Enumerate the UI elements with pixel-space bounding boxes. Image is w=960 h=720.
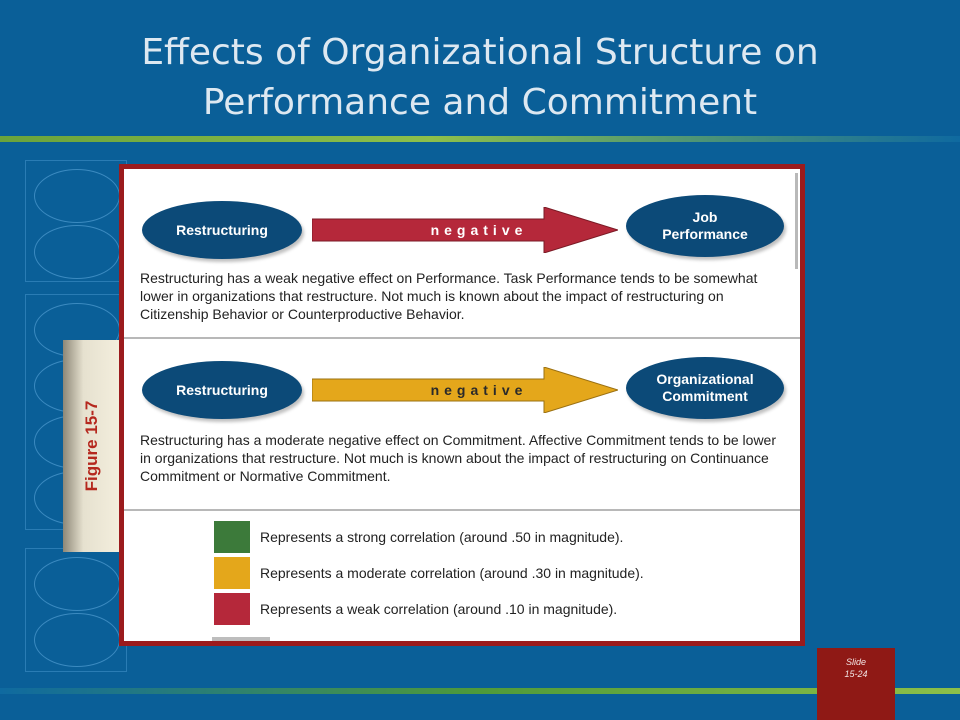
figure-label: Figure 15-7 bbox=[82, 400, 101, 492]
target-node bbox=[626, 195, 784, 257]
target-label-line-2: Commitment bbox=[662, 388, 748, 404]
slide-number-badge bbox=[817, 648, 895, 720]
relation-arrow bbox=[312, 367, 618, 413]
slide-number: 15-24 bbox=[844, 669, 868, 679]
source-node bbox=[142, 201, 302, 259]
title-line-2: Performance and Commitment bbox=[202, 82, 758, 123]
source-label: Restructuring bbox=[176, 221, 268, 238]
figure-frame bbox=[119, 164, 805, 646]
legend-label: Represents a weak correlation (around .10 in magnitude). bbox=[260, 601, 618, 617]
figure-tab bbox=[63, 340, 121, 552]
target-label-line-1: Job bbox=[692, 209, 718, 225]
footer-divider bbox=[0, 688, 960, 694]
panel-performance bbox=[124, 169, 800, 339]
relation-label: negative bbox=[430, 382, 528, 398]
target-label-line-2: Performance bbox=[662, 226, 748, 242]
figure-content bbox=[124, 169, 800, 641]
title-divider bbox=[0, 136, 960, 142]
panel-description: Restructuring has a moderate negative effect on Commitment. Affective Commitment tends to be lower in organizations that restructure. Not much is known about the impact of restructuring on Continuance Commitment or Normative Commitment. bbox=[140, 432, 777, 484]
slide-label: Slide bbox=[845, 657, 866, 667]
legend-swatch bbox=[214, 557, 250, 589]
legend-swatch bbox=[214, 593, 250, 625]
title-line-1: Effects of Organizational Structure on bbox=[141, 32, 819, 73]
relation-arrow bbox=[312, 207, 618, 253]
decorative-oval bbox=[34, 613, 120, 667]
relation-label: negative bbox=[430, 222, 528, 238]
decorative-oval bbox=[34, 225, 120, 279]
target-node bbox=[626, 357, 784, 419]
panel-description: Restructuring has a weak negative effect on Performance. Task Performance tends to be somewhat lower in organizations that restructure. Not much is known about the impact of restructuring on Citizenship Behavior or Counterproductive Behavior. bbox=[140, 270, 758, 322]
legend-divider bbox=[212, 637, 270, 641]
decorative-oval bbox=[34, 557, 120, 611]
legend-label: Represents a strong correlation (around .50 in magnitude). bbox=[260, 529, 624, 545]
legend-label: Represents a moderate correlation (around .30 in magnitude). bbox=[260, 565, 644, 581]
slide-title bbox=[60, 28, 900, 128]
source-label: Restructuring bbox=[176, 381, 268, 398]
decorative-strip-bottom bbox=[25, 548, 127, 672]
decorative-oval bbox=[34, 169, 120, 223]
target-label-line-1: Organizational bbox=[656, 371, 754, 387]
decorative-strip-top bbox=[25, 160, 127, 282]
legend-swatch bbox=[214, 521, 250, 553]
source-node bbox=[142, 361, 302, 419]
panel-commitment bbox=[124, 339, 800, 511]
legend bbox=[124, 511, 800, 641]
